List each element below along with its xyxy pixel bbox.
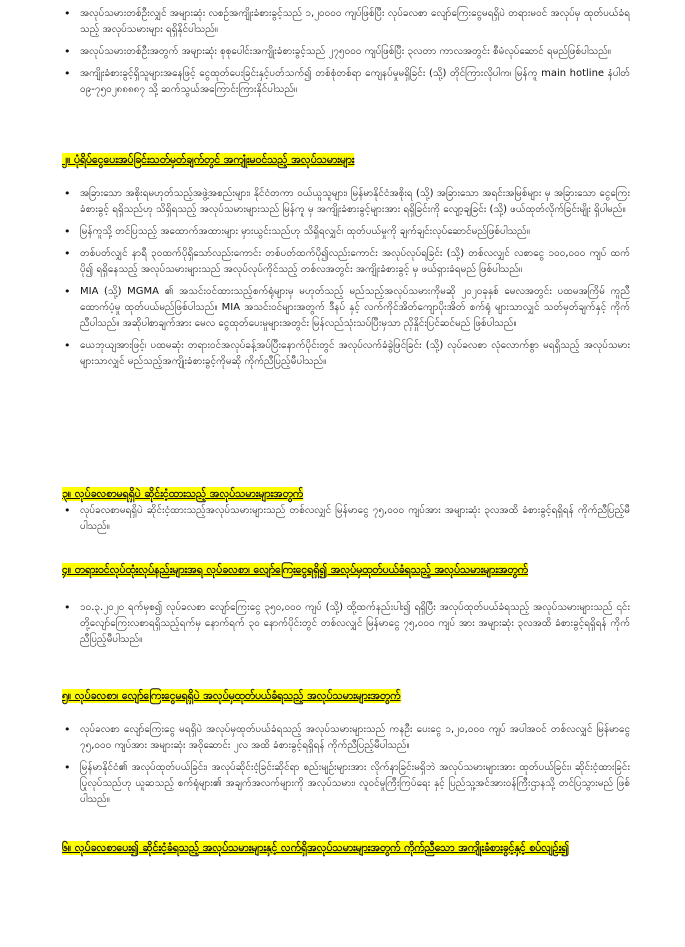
section-3-bullet-list [58,503,630,541]
intro-bullet-list [58,6,630,104]
section-4-heading-wrap [62,558,622,579]
list-item: • အလုပ်သမားတစ်ဦးလျှင် အများဆုံး လစဉ်အကျိုးခံစားခွင့်သည် ၁,၂၀၀၀၀ ကျပ်ဖြစ်ပြီး လုပ်ခလစာ လျော်ကြေးငွေမရရှိပဲ တရားမဝင် အလုပ်မှ ထုတ်ပယ်ခံရသည့် အလုပ်သမားများ ရရှိနိုင်ပါသည်။ [58,6,630,38]
section-heading: ၂။ ပုံရိပ်ငွေပေးအပ်ခြင်းသတ်မှတ်ချက်တွင် အကျုံးမဝင်သည့် အလုပ်သမားများ [62,154,355,166]
section-3-heading-wrap [62,482,622,503]
section-heading: ၄။ တရားဝင်လုပ်ထုံးလုပ်နည်းများအရ လုပ်ခလစာ၊ လျော်ကြေးငွေရရှိ၍ အလုပ်မှထုတ်ပယ်ခံရသည့် အလုပ်သမားများအတွက် [62,564,529,576]
list-item: • အလုပ်သမားတစ်ဦးအတွက် အများဆုံး စုစုပေါင်းအကျိုးခံစားခွင့်သည် ၂၇၅၀၀၀ ကျပ်ဖြစ်ပြီး ၃လတာ ကာလအတွင်း စီမံလုပ်ဆောင် ရမည်ဖြစ်ပါသည်။ [58,44,630,60]
section-4-bullet-list [58,600,630,654]
list-item: • မြန်ကူသို့ တင်ပြသည့် အထောက်အထားများ မှားယွင်းသည်ဟု သိရှိရလျှင်၊ ထုတ်ပယ်မှုကို ချက်ချင်းလုပ်ဆောင်မည်ဖြစ်ပါသည်။ [58,224,630,240]
list-item: • အကျိုးခံစားခွင့်ရှိသူများအနေဖြင့် ငွေထုတ်ပေးခြင်းနှင့်ပတ်သက်၍ တစ်စုံတစ်ရာ ကျေနပ်မှုမရှိခြင်း (သို့) တိုင်ကြားလိုပါက၊ မြန်ကူ main hotline နံပါတ် ၀၉-၇၅၀၂၈၈၈၈၇ သို့ ဆက်သွယ်အကြောင်းကြားနိုင်ပါသည်။ [58,66,630,98]
list-item: • လုပ်ခလစာ လျော်ကြေးငွေ မရရှိပဲ အလုပ်မှထုတ်ပယ်ခံရသည့် အလုပ်သမားများသည် ကနဦး ပေးငွေ ၁,၂၀,၀၀၀ ကျပ် အပါအဝင် တစ်လလျှင် မြန်မာငွေ ၇၅,၀၀၀ ကျပ်အား အများဆုံး အဝိုဆောင်း ၂လ အထိ ခံစားခွင့်ရရှိရန် ကိုက်ညီပြည့်မီပါသည်။ [58,722,630,754]
list-item: • အခြားသော အစိုးရမဟုတ်သည့်အဖွဲ့အစည်းများ၊ နိုင်ငံတကာ ဝယ်ယူသူများ၊ မြန်မာနိုင်ငံအစိုးရ (သို့) အခြားသော အရင်းအမြစ်များ မှ အခြားသော ငွေကြေးခံစားခွင့် ရရှိသည်ဟု သိရှိရသည့် အလုပ်သမားများသည် မြန်ကူ မှ အကျိုးခံစားခွင့်များအား ရရှိခြင်းကို လျော့ချခြင်း (သို့) ဖယ်ထုတ်လိုက်ခြင်းမျိုး ရှိပါမည်။ [58,186,630,218]
section-heading: ၅။ လုပ်ခလစာ၊ လျော်ကြေးငွေမရရှိပဲ အလုပ်မှထုတ်ပယ်ခံရသည့် အလုပ်သမားများအတွက် [62,690,401,702]
list-item: • MIA (သို့) MGMA ၏ အသင်းဝင်ထားသည့်စက်ရုံများမှ မဟုတ်သည့် မည်သည့်အလုပ်သမားကိုမဆို ၂၀၂၀ခုနှစ် မေလအတွင်း ပထမအကြိမ် ကူညီထောက်ပံ့မှု ထုတ်ပယ်မည်ဖြစ်ပါသည်။ MIA အသင်းဝင်များအတွက် ဒီနပ် နှင့် လက်ကိုင်အိတ်ကျောပိုးအိတ် စက်ရုံ များသာလျှင် သတ်မှတ်ချက်နှင့် ကိုက်ညီပါသည်။ အဆိုပါစာချက်အား မေလ ငွေထုတ်ပေးမှုများအတွင်း မြန်လည်သုံးသပ်ပြီးမှသာ ညှိနှိုင်းပြင်ဆင်မည် ဖြစ်ပါသည်။ [58,284,630,332]
list-item: • ၁၀.၃.၂၀၂၀ ရက်မှစ၍ လုပ်ခလစာ လျော်ကြေးငွေ ၃၅၀,၀၀၀ ကျပ် (သို့) ထို့ထက်နည်းပါး၍ ရရှိပြီး အလုပ်ထုတ်ပယ်ခံရသည့် အလုပ်သမားများသည် ၎င်းတို့လျော်ကြေးလစာရရှိသည့်ရက်မှ နောက်ရက် ၃၀ နောက်ပိုင်းတွင် တစ်လလျှင် မြန်မာငွေ ၇၅,၀၀၀ ကျပ် အား အများဆုံး ၃လအထိ ခံစားခွင့်ရရှိရန် ကိုက်ညီပြည့်မီပါသည်။ [58,600,630,648]
section-heading: ၃။ လုပ်ခလစာမရရှိပဲ ဆိုင်းငံ့ထားသည့် အလုပ်သမားများအတွက် [62,488,304,500]
section-heading: ၆။ လုပ်ခလစာပေး၍ ဆိုင်းငံ့ခံရသည့် အလုပ်သမားများနှင့် လက်ရှိအလုပ်သမားများအတွက် ကိုက်ညီသော အကျိုးခံစားခွင့်နှင့် စပ်လျဉ်း၍ [62,842,570,854]
list-item: • မြန်မာနိုင်ငံ၏ အလုပ်ထုတ်ပယ်ခြင်း၊ အလုပ်ဆိုင်းငံ့ခြင်းဆိုင်ရာ စည်းမျဉ်းများအား လိုက်နာခြင်းမရှိဘဲ အလုပ်သမားများအား ထုတ်ပယ်ခြင်း၊ ဆိုင်းငံ့ထားခြင်း ပြုလုပ်သည်ဟု ယူဆသည့် စက်ရုံများ၏ အချက်အလက်များကို အလုပ်သမား၊ လူဝင်မှုကြီးကြပ်ရေး နှင့် ပြည်သူ့အင်အားဝန်ကြီးဌာနသို့ တင်ပြသွားမည် ဖြစ်ပါသည်။ [58,760,630,808]
section-5-heading-wrap [62,684,622,705]
list-item: • လုပ်ခလစာမရရှိပဲ ဆိုင်းငံ့ထားသည့်အလုပ်သမားများသည် တစ်လလျှင် မြန်မာငွေ ၇၅,၀၀၀ ကျပ်အား အများဆုံး ၃လအထိ ခံစားခွင့်ရရှိရန် ကိုက်ညီပြည့်မီပါသည်။ [58,503,630,535]
list-item: • ယေဘုယျအားဖြင့်၊ ပထမဆုံး တရားဝင်အလုပ်ခန့်အပ်ပြီးနောက်ပိုင်းတွင် အလုပ်လက်ခံခွဲဖြင်ခြင်း (သို့) လုပ်ခလစာ လုံလောက်စွာ မရရှိသည့် အလုပ်သမားများသာလျှင် မည်သည့်အကျိုးခံစားခွင့်ကိုမဆို ကိုက်ညီပြည့်မီပါသည်။ [58,338,630,370]
section-5-bullet-list [58,722,630,814]
section-2-heading-wrap [62,148,622,169]
section-6-heading-wrap [62,836,622,857]
list-item: • တစ်ပတ်လျှင် နာရီ ၃၀ထက်ပိုရှိသော်လည်းကောင်း တစ်ပတ်ထက်ပို၍လည်းကောင်း အလုပ်လုပ်ရခြင်း (သို့) တစ်လလျှင် လစာငွေ ၁၀၀,၀၀၀ ကျပ် ထက်ပို၍ ရရှိနေသည့် အလုပ်သမားများသည် အလုပ်လုပ်ကိုင်သည့် တစ်လအတွင်း အကျိုးခံစားခွင့် မှ ဖယ်ရှားခံရမည် ဖြစ်ပါသည်။ [58,246,630,278]
section-2-bullet-list [58,186,630,376]
